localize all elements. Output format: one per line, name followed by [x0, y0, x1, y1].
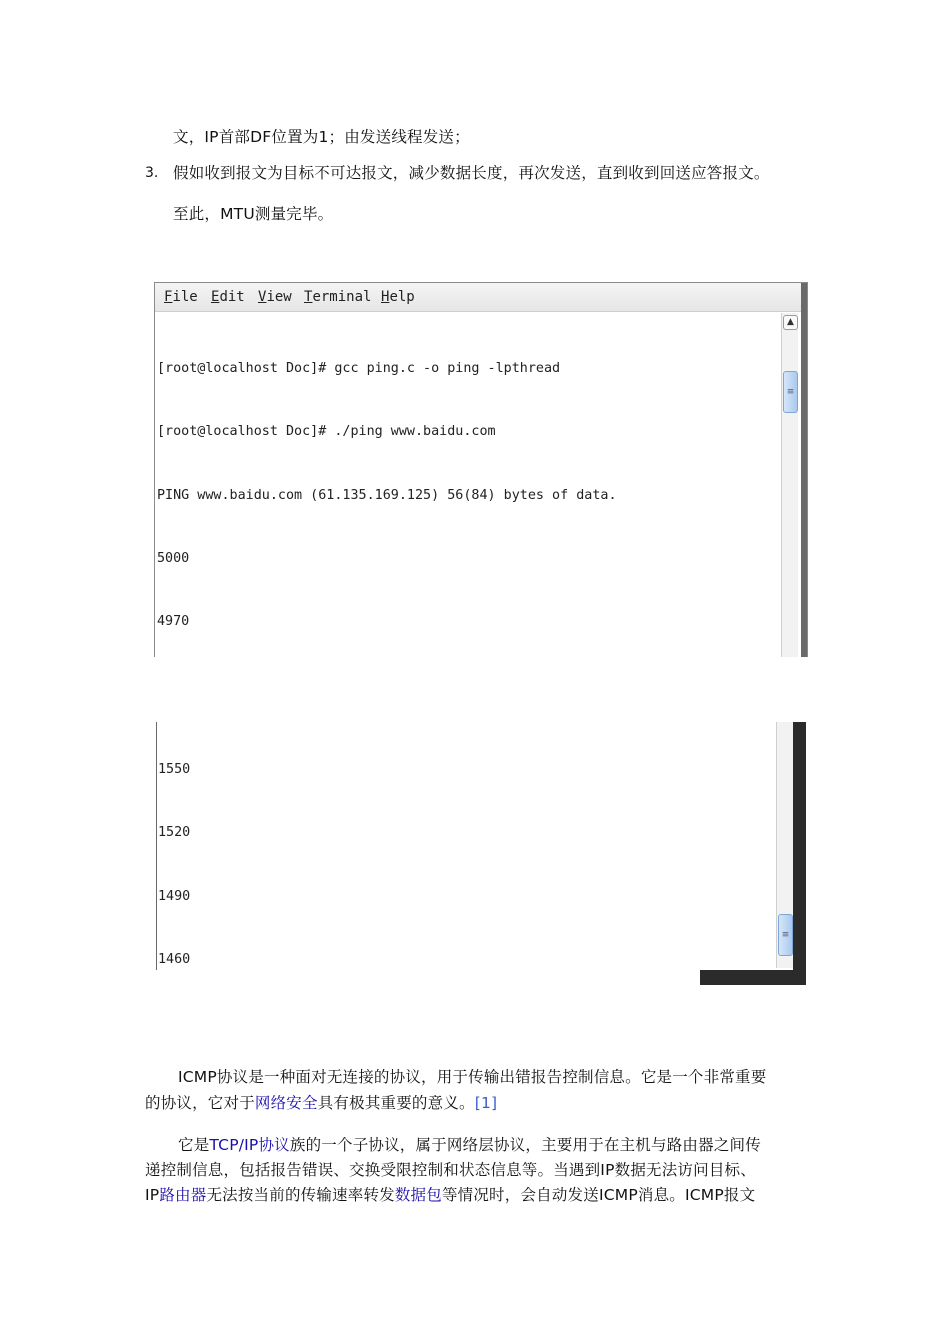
text: 族的一个子协议，属于网络层协议，主要用于在主机与路由器之间传 [289, 1136, 761, 1154]
terminal-screenshot-2 [156, 722, 806, 985]
paragraph-1-line-1: ICMP协议是一种面对无连接的协议，用于传输出错报告控制信息。它是一个非常重要 [178, 1068, 767, 1086]
link-router[interactable]: 路由器 [159, 1186, 207, 1204]
link-data-packet[interactable]: 数据包 [394, 1186, 442, 1204]
scroll-thumb[interactable]: ≡ [778, 914, 793, 956]
list-item-3-text: 假如收到报文为目标不可达报文，减少数据长度，再次发送，直到收到回送应答报文。 [173, 164, 770, 182]
text: 的协议，它对于 [145, 1094, 255, 1112]
terminal-line: 1490 [158, 888, 191, 904]
text-line-df-flag: 文，IP首部DF位置为1；由发送线程发送； [173, 128, 470, 146]
menu-file[interactable]: File [164, 289, 198, 305]
link-network-security[interactable]: 网络安全 [254, 1094, 318, 1112]
menu-help[interactable]: Help [381, 289, 415, 305]
terminal-line: 1550 [158, 762, 191, 778]
terminal-menubar [155, 283, 801, 312]
terminal-line: 4970 [157, 614, 190, 630]
text: IP [145, 1186, 160, 1204]
background-edge [700, 970, 806, 985]
terminal-line: 1520 [158, 825, 191, 841]
terminal-2-scrollbar[interactable] [776, 722, 793, 968]
terminal-1-output [157, 316, 617, 657]
terminal-screenshot-1 [154, 282, 808, 657]
terminal-2-output [158, 722, 666, 985]
scroll-thumb[interactable]: ≡ [783, 371, 798, 413]
menu-view[interactable]: View [258, 289, 292, 305]
link-tcp-ip-protocol[interactable]: TCP/IP协议 [209, 1136, 290, 1154]
paragraph-1-line-2 [145, 1093, 497, 1113]
scroll-up-icon[interactable]: ▲ [783, 315, 798, 330]
background-edge [793, 722, 806, 985]
text: 等情况时，会自动发送ICMP消息。ICMP报文 [441, 1186, 756, 1204]
terminal-line: [root@localhost Doc]# gcc ping.c -o ping -lpthread [157, 361, 561, 377]
menu-view-rest: iew [266, 289, 292, 305]
terminal-line: 5000 [157, 551, 190, 567]
terminal-1-scrollbar[interactable] [781, 313, 798, 657]
paragraph-2-line-1 [178, 1135, 761, 1155]
paragraph-2-line-3 [145, 1185, 755, 1205]
list-number-3: 3. [145, 165, 159, 181]
terminal-line: 1460 [158, 952, 191, 968]
menu-edit-rest: dit [219, 289, 245, 305]
menu-terminal[interactable]: Terminal [304, 289, 372, 305]
terminal-line: PING www.baidu.com (61.135.169.125) 56(84) bytes of data. [157, 487, 617, 503]
menu-terminal-rest: erminal [312, 289, 372, 305]
window-edge [801, 283, 807, 657]
text-line-mtu-done: 至此，MTU测量完毕。 [173, 205, 334, 223]
text: 无法按当前的传输速率转发 [206, 1186, 395, 1204]
text: 它是 [178, 1136, 210, 1154]
menu-help-rest: elp [389, 289, 415, 305]
paragraph-2-line-2: 递控制信息，包括报告错误、交换受限控制和状态信息等。当遇到IP数据无法访问目标、 [145, 1161, 756, 1179]
citation-link[interactable]: [1] [474, 1094, 498, 1112]
terminal-line: [root@localhost Doc]# ./ping www.baidu.com [157, 424, 496, 440]
menu-file-rest: ile [172, 289, 198, 305]
menu-edit[interactable]: Edit [211, 289, 245, 305]
window-edge [156, 722, 157, 970]
text: 具有极其重要的意义。 [317, 1094, 475, 1112]
